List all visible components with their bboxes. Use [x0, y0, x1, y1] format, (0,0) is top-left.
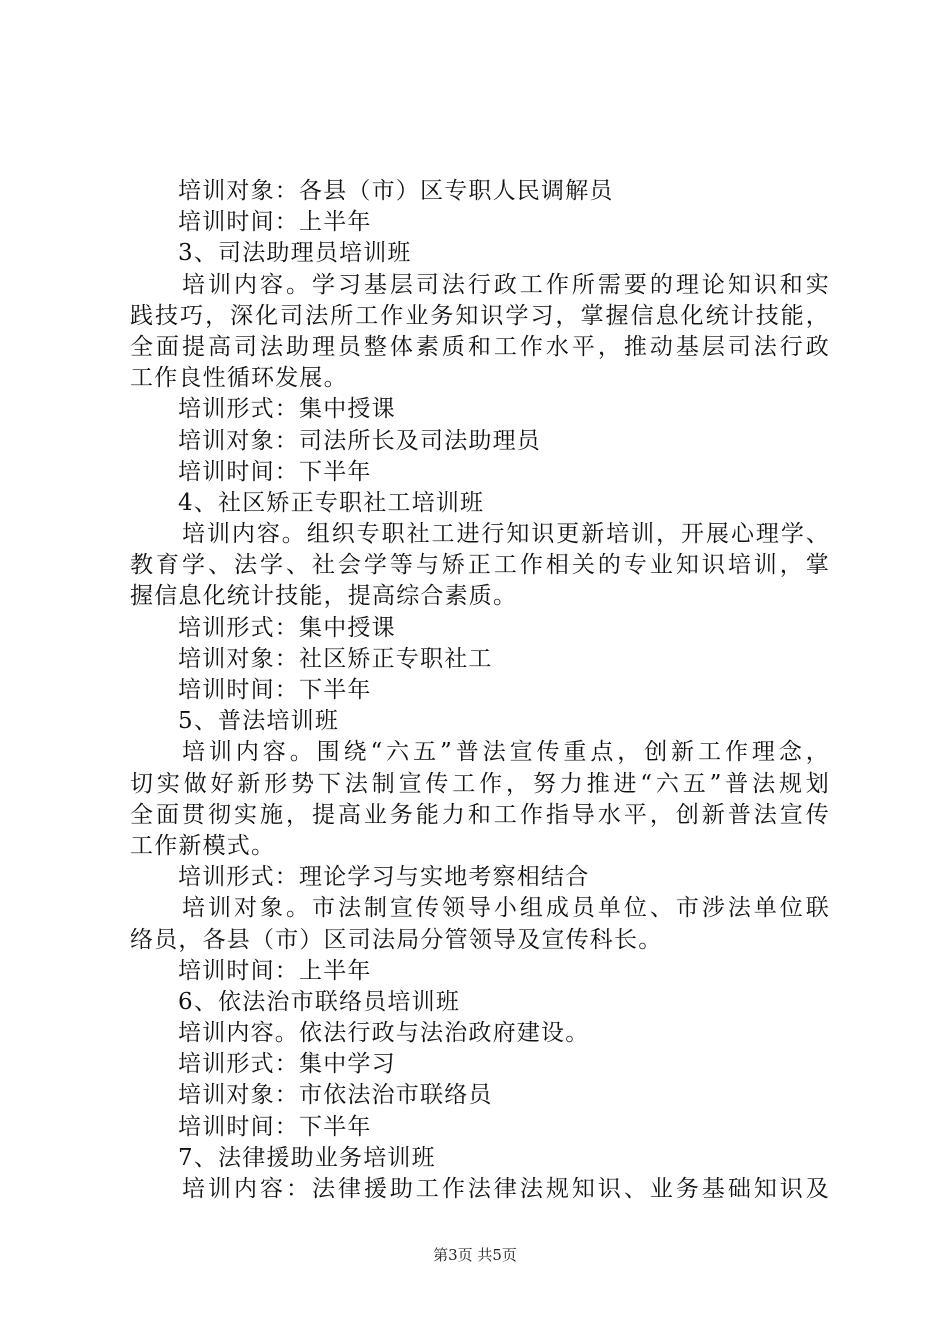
text-line: 培训时间：上半年: [178, 957, 372, 984]
text-line: 培训时间：下半年: [178, 1113, 372, 1140]
text-line: 践技巧，深化司法所工作业务知识学习，掌握信息化统计技能，: [130, 302, 830, 329]
text-line: 培训时间：下半年: [178, 677, 372, 703]
text-line: 培训内容。学习基层司法行政工作所需要的理论知识和实: [182, 271, 830, 298]
text-line: 培训对象：市依法治市联络员: [178, 1082, 493, 1109]
text-line: 教育学、法学、社会学等与矫正工作相关的专业知识培训，掌: [130, 552, 830, 579]
text-line: 培训对象。市法制宣传领导小组成员单位、市涉法单位联: [182, 895, 830, 922]
section-heading: 6、依法治市联络员培训班: [178, 988, 461, 1015]
section-heading: 5、普法培训班: [178, 708, 340, 735]
text-line: 培训对象：各县（市）区专职人民调解员: [178, 178, 614, 204]
section-heading: 7、法律援助业务培训班: [178, 1144, 436, 1171]
text-line: 全面贯彻实施，提高业务能力和工作指导水平，创新普法宣传: [130, 801, 830, 828]
section-heading: 3、司法助理员培训班: [178, 240, 412, 267]
text-line: 培训内容。组织专职社工进行知识更新培训，开展心理学、: [182, 521, 830, 548]
text-line: 培训形式：集中授课: [178, 396, 396, 423]
text-line: 培训形式：理论学习与实地考察相结合: [178, 864, 590, 891]
text-line: 培训内容。依法行政与法治政府建设。: [178, 1020, 590, 1047]
text-line: 培训形式：集中学习: [178, 1051, 396, 1078]
text-line: 工作良性循环发展。: [130, 365, 348, 392]
text-line: 全面提高司法助理员整体素质和工作水平，推动基层司法行政: [130, 333, 830, 360]
text-line: 络员，各县（市）区司法局分管领导及宣传科长。: [130, 926, 663, 953]
text-line: 切实做好新形势下法制宣传工作，努力推进“六五”普法规划: [130, 770, 830, 797]
text-line: 培训内容。围绕“六五”普法宣传重点，创新工作理念，: [182, 739, 830, 766]
text-line: 握信息化统计技能，提高综合素质。: [130, 583, 518, 610]
page-number: 第3页 共5页: [433, 1246, 517, 1264]
document-body: [130, 176, 830, 1205]
text-line: 培训对象：司法所长及司法助理员: [178, 427, 541, 454]
text-line: 培训时间：上半年: [178, 209, 372, 236]
text-line: 培训内容：法律援助工作法律法规知识、业务基础知识及: [182, 1176, 830, 1202]
section-heading: 4、社区矫正专职社工培训班: [178, 489, 485, 516]
text-line: 工作新模式。: [130, 832, 276, 859]
text-line: 培训对象：社区矫正专职社工: [178, 645, 493, 672]
text-line: 培训时间：下半年: [178, 458, 372, 485]
text-line: 培训形式：集中授课: [178, 614, 396, 641]
